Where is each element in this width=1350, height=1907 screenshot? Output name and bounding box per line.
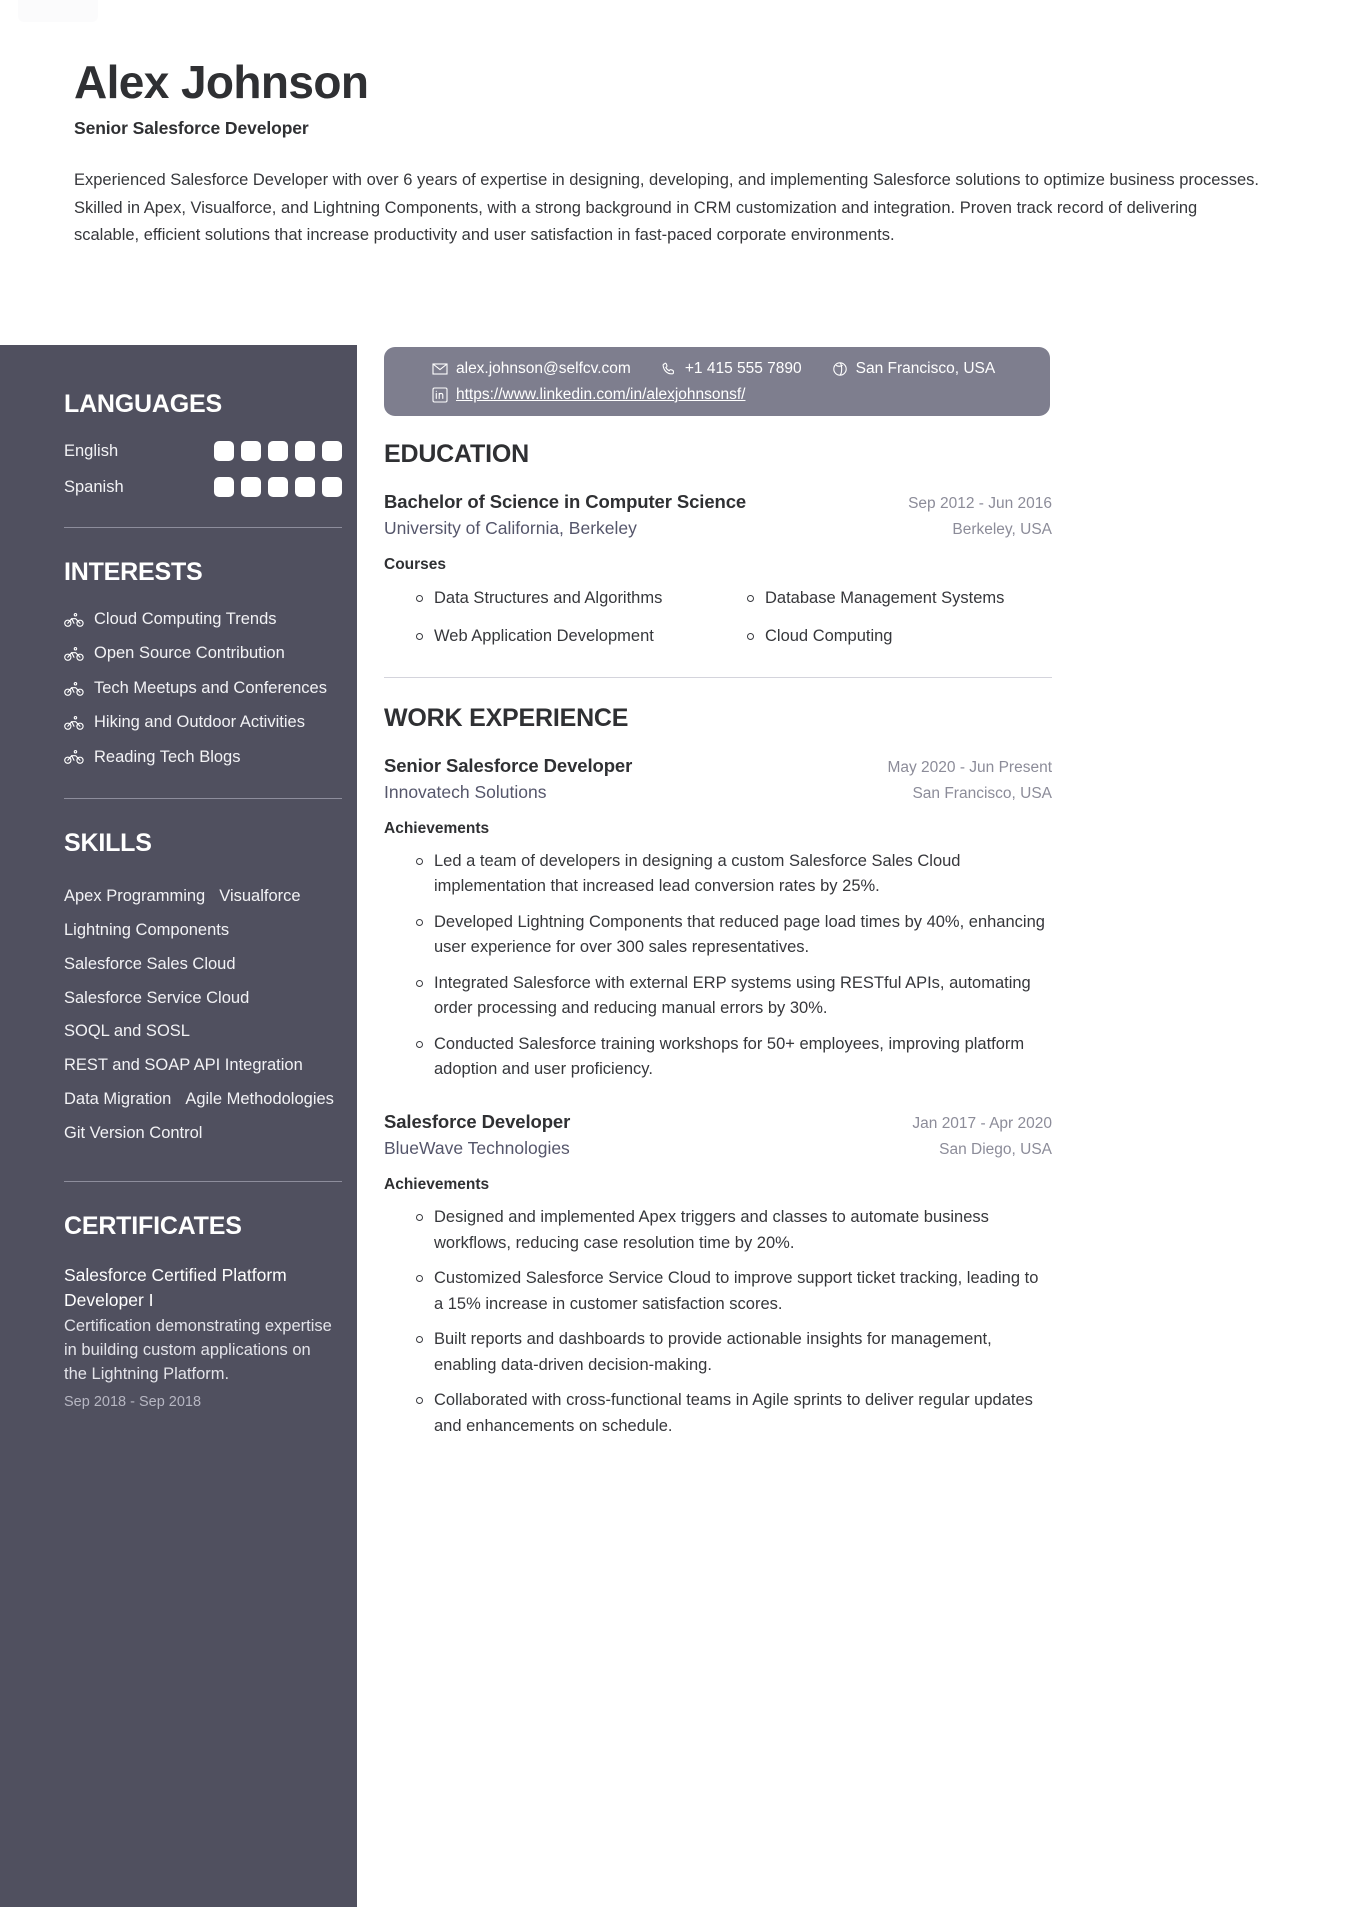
skill-item: REST and SOAP API Integration [64,1056,303,1075]
certificate-name: Salesforce Certified Platform Developer I [64,1264,287,1311]
work-entries [384,755,1084,1440]
work-entry-top [384,1111,1052,1133]
interest-label: Open Source Contribution [94,644,285,663]
certificate-item [64,1263,332,1411]
resume-header [0,0,1350,250]
certificates-list [64,1263,332,1411]
skill-item: Salesforce Service Cloud [64,988,250,1007]
bullet-ring [747,595,754,602]
skill-item: Git Version Control [64,1123,203,1142]
achievement-item-text: Developed Lightning Components that reduced page load times by 40%, enhancing user experience for over 300 sales representatives. [434,912,1045,957]
work-date: Jan 2017 - Apr 2020 [912,1115,1052,1132]
interests-list [64,609,327,768]
course-item-text: Web Application Development [434,626,654,645]
languages-heading: LANGUAGES [64,390,222,418]
bicycle-icon [64,749,84,765]
interests-heading: INTERESTS [64,558,203,586]
contact-linkedin[interactable] [432,386,745,404]
interest-label: Tech Meetups and Conferences [94,678,327,697]
work-entry-sub [384,782,1052,803]
level-dot [241,477,261,497]
main-content [384,440,1084,1450]
contact-location-text: San Francisco, USA [855,360,996,377]
course-item-text: Database Management Systems [765,589,1005,607]
main-divider [384,677,1052,678]
interest-item [64,747,354,768]
achievement-item [416,1032,1052,1083]
interest-label: Hiking and Outdoor Activities [94,713,305,732]
level-dot [214,477,234,497]
course-item [747,586,1052,611]
skill-item: Data Migration [64,1090,172,1109]
work-date: May 2020 - Jun Present [887,758,1052,776]
contact-email-text: alex.johnson@selfcv.com [456,360,631,377]
bullet-ring [416,1397,423,1404]
bullet-ring [416,1336,423,1343]
company-name: Innovatech Solutions [384,781,547,802]
achievement-item [416,1205,1052,1256]
sidebar-divider-1 [64,527,342,528]
achievement-item-text: Conducted Salesforce training workshops for 50+ employees, improving platform adoption and user proficiency. [434,1034,1025,1079]
phone-icon [661,361,677,377]
education-location: Berkeley, USA [952,521,1052,538]
achievement-item [416,1266,1052,1317]
skills-heading: SKILLS [64,829,152,858]
course-item [416,624,721,649]
corner-watermark [18,0,98,22]
globe-icon [832,361,848,377]
education-entry-sub [384,518,1052,539]
skill-item: SOQL and SOSL [64,1022,190,1041]
language-item [64,441,342,461]
bullet-ring [416,633,423,640]
work-entry-top [384,755,1052,777]
skills-section [64,829,334,1151]
contact-location [832,360,996,378]
achievement-item [416,910,1052,961]
company-name: BlueWave Technologies [384,1138,570,1158]
sidebar [0,345,357,1907]
level-dot [241,441,261,461]
achievement-item-text: Built reports and dashboards to provide actionable insights for management, enabling data-driven decision-making. [434,1330,992,1374]
language-level [214,441,342,461]
education-section [384,440,1084,649]
bicycle-icon [64,681,84,697]
work-section [384,704,1084,1440]
achievement-item-text: Customized Salesforce Service Cloud to improve support ticket tracking, leading to a 15% increase in customer satisfaction scores. [434,1269,1039,1313]
candidate-job-title: Senior Salesforce Developer [74,118,309,139]
profile-summary: Experienced Salesforce Developer with over 6 years of expertise in designing, developing, and implementing Salesforce solutions to optimize business processes. Skilled in Apex, Visualforce, and Lightning Components, with a strong background in CRM customization and integration. Proven track record of delivering scalable, efficient solutions that increase productivity and user satisfaction in fast-paced corporate environments. [74,171,1259,245]
achievements-label: Achievements [384,1176,490,1193]
interest-label: Cloud Computing Trends [94,610,277,628]
skill-item: Visualforce [219,887,301,906]
achievement-item [416,1327,1052,1378]
courses-label: Courses [384,556,447,573]
skill-item: Salesforce Sales Cloud [64,954,236,973]
interests-section [64,558,327,768]
education-entry-top [384,491,1052,513]
level-dot [268,477,288,497]
work-heading: WORK EXPERIENCE [384,703,629,732]
bicycle-icon [64,646,84,662]
skill-item: Agile Methodologies [185,1090,334,1109]
bullet-ring [416,1214,423,1221]
skill-item: Apex Programming [64,887,206,906]
education-heading: EDUCATION [384,440,529,468]
work-entry [384,1111,1052,1440]
candidate-name: Alex Johnson [74,56,369,108]
interest-item [64,712,354,733]
interest-item [64,643,354,664]
work-location: San Diego, USA [939,1141,1052,1158]
skills-list [64,880,354,1151]
bullet-ring [747,633,754,640]
contact-row-secondary [432,386,1028,404]
level-dot [268,441,288,461]
achievements-list [384,1205,1052,1440]
work-title: Salesforce Developer [384,1111,571,1132]
contact-phone[interactable] [661,360,802,378]
languages-list [64,441,327,497]
degree-title: Bachelor of Science in Computer Science [384,491,747,512]
school-name: University of California, Berkeley [384,518,637,538]
linkedin-icon [432,387,448,403]
achievements-list [384,849,1052,1084]
envelope-icon [432,361,448,377]
level-dot [322,477,342,497]
achievement-item [416,849,1052,900]
interest-item [64,678,354,699]
interest-label: Reading Tech Blogs [94,747,241,766]
languages-section [64,390,327,497]
bicycle-icon [64,612,84,628]
certificate-date: Sep 2018 - Sep 2018 [64,1394,202,1411]
bullet-ring [416,595,423,602]
achievement-item-text: Led a team of developers in designing a custom Salesforce Sales Cloud implementation that increased lead conversion rates by 25%. [434,851,961,896]
sidebar-divider-2 [64,798,342,799]
work-entry-sub [384,1138,1052,1159]
bullet-ring [416,1041,423,1048]
course-item-text: Cloud Computing [765,626,893,645]
contact-row-primary [432,360,1028,378]
language-level [214,477,342,497]
bullet-ring [416,980,423,987]
bullet-ring [416,1275,423,1282]
level-dot [295,477,315,497]
education-date: Sep 2012 - Jun 2016 [908,495,1052,512]
bullet-ring [416,919,423,926]
certificates-heading: CERTIFICATES [64,1211,242,1240]
education-entry [384,491,1052,649]
level-dot [295,441,315,461]
work-entry [384,755,1052,1084]
course-item [416,586,721,611]
achievement-item-text: Designed and implemented Apex triggers and classes to automate business workflows, reducing case resolution time by 20%. [434,1208,989,1252]
bullet-ring [416,858,423,865]
interest-item [64,609,354,630]
certificate-description: Certification demonstrating expertise in building custom applications on the Lightning Platform. [64,1317,332,1384]
work-title: Senior Salesforce Developer [384,754,633,776]
achievement-item [416,971,1052,1022]
sidebar-divider-3 [64,1181,342,1182]
achievements-label: Achievements [384,819,490,837]
contact-bar [384,347,1050,416]
work-location: San Francisco, USA [912,784,1052,802]
achievement-item-text: Integrated Salesforce with external ERP systems using RESTful APIs, automating order processing and reducing manual errors by 30%. [434,973,1031,1018]
achievement-item [416,1388,1052,1439]
level-dot [214,441,234,461]
courses-grid [384,586,1052,649]
language-name: English [64,441,119,460]
contact-phone-text: +1 415 555 7890 [684,360,802,377]
language-item [64,477,342,497]
certificates-section [64,1211,332,1411]
education-entries [384,491,1084,649]
contact-linkedin-text[interactable]: https://www.linkedin.com/in/alexjohnsonsf/ [456,386,746,403]
achievement-item-text: Collaborated with cross-functional teams in Agile sprints to deliver regular updates and enhancements on schedule. [434,1391,1033,1435]
skill-item: Lightning Components [64,921,230,939]
contact-email[interactable] [432,360,631,378]
language-name: Spanish [64,477,124,496]
level-dot [322,441,342,461]
course-item [747,624,1052,649]
course-item-text: Data Structures and Algorithms [434,589,663,607]
bicycle-icon [64,715,84,731]
